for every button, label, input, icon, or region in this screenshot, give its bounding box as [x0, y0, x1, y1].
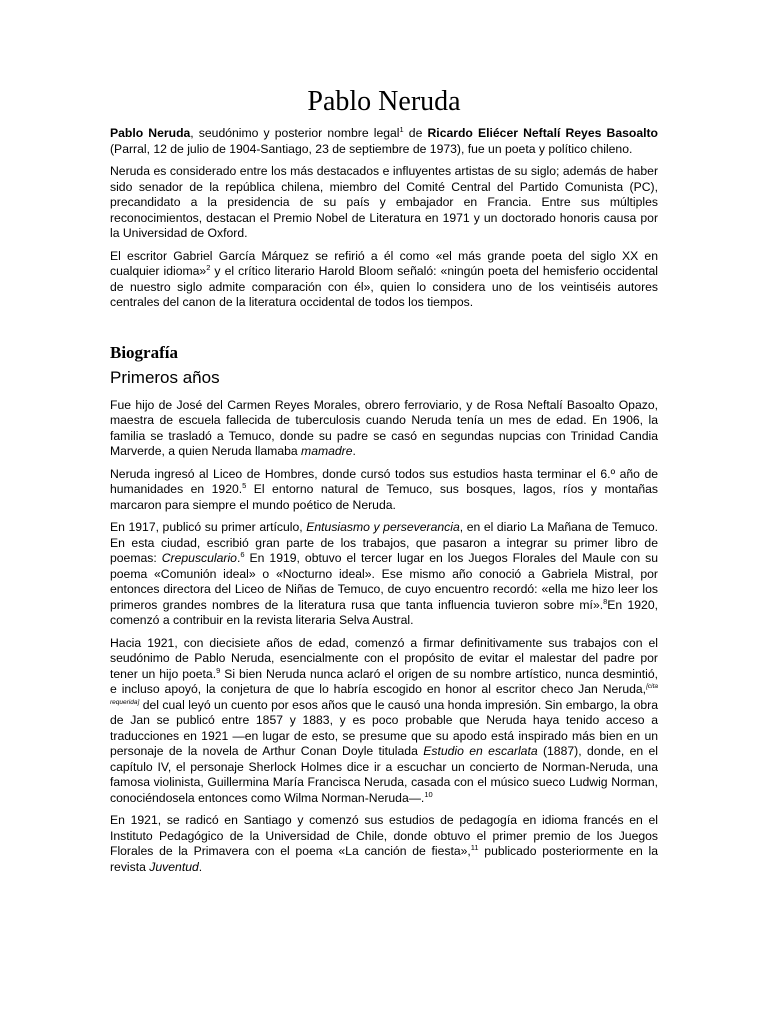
document-page — [110, 86, 658, 882]
footnote-ref[interactable]: 5 — [242, 481, 247, 490]
text-run: Si bien Neruda nunca aclaró el origen de su nombre artístico, nunca desmintió, e incluso apoyó, la conjetura de que lo habría escogido en honor al escritor checo Jan Neruda, — [110, 666, 658, 696]
bold-fullname: Ricardo Eliécer Neftalí Reyes Basoalto — [427, 126, 658, 140]
italic-text: Crepusculario — [161, 551, 237, 565]
text-run: publicado posteriormente en la revista — [110, 844, 658, 874]
text-run: En 1919, obtuvo el tercer lugar en los Juegos Florales del Maule con su poema «Comunión ideal» o «Nocturno ideal». Ese mismo año conoció a Gabriela Mistral, por entonces directora del Liceo de Niñas de Temuco, de cuyo encuentro recordó: «ella me hizo leer los primeros grandes nombres de la literatura rusa que tanta influencia tuvieron sobre mí». — [110, 551, 658, 612]
footnote-ref[interactable]: 9 — [216, 665, 221, 675]
italic-text: Juventud — [149, 859, 199, 874]
text-run: El escritor Gabriel García Márquez se refirió a él como «el más grande poeta del siglo XX en cualquier idioma» — [110, 248, 658, 278]
italic-text: Entusiasmo y perseverancia — [306, 520, 460, 534]
bio-paragraph-1 — [110, 398, 658, 460]
subsection-heading: Primeros años — [110, 367, 220, 387]
text-run: Hacia 1921, con diecisiete años de edad, comenzó a firmar definitivamente sus trabajos con el seudónimo de Pablo Neruda, esencialmente con el propósito de evitar el malestar del padre por tener un hijo poeta. — [110, 635, 658, 681]
footnote-ref[interactable]: 6 — [240, 550, 245, 559]
intro-paragraph-3 — [110, 249, 658, 311]
text-run: (1887), donde, en el capítulo IV, el personaje Sherlock Holmes dice ir a escuchar un concierto de Norman-Neruda, una famosa violinista, Guillermina María Francisca Neruda, casada con el músico sueco Ludwig Norman, conociéndosela entonces como Wilma Norman-Neruda—. — [110, 744, 659, 805]
text-run: En 1920, comenzó a contribuir en la revista literaria Selva Austral. — [110, 597, 658, 627]
text-run: , seudónimo y posterior nombre legal — [190, 126, 400, 140]
text-run: del cual leyó un cuento por esos años que le causó una honda impresión. Sin embargo, la obra de Jan se publicó entre 1857 y 1883, y es poco probable que Neruda haya tenido acceso a traducciones en 1921 —en lugar de esto, se presume que su apodo está inspirado más bien en un personaje de la novela de Arthur Conan Doyle titulada — [110, 697, 658, 758]
text-run: Fue hijo de José del Carmen Reyes Morales, obrero ferroviario, y de Rosa Neftalí Basoalto Opazo, maestra de escuela fallecida de tuberculosis cuando Neruda tenía un mes de edad. En 1906, la familia se trasladó a Temuco, donde su padre se casó en segundas nupcias con Trinidad Candia Marverde, a quien Neruda llamaba — [110, 397, 658, 458]
bio-paragraph-4 — [110, 636, 658, 807]
text-run: El entorno natural de Temuco, sus bosques, lagos, ríos y montañas marcaron para siempre el mundo poético de Neruda. — [110, 482, 658, 512]
text-run: . — [352, 444, 356, 458]
text-run: Neruda ingresó al Liceo de Hombres, donde cursó todos sus estudios hasta terminar el 6.º año de humanidades en 1920. — [110, 466, 658, 496]
text-run: . — [198, 859, 203, 874]
section-heading: Biografía — [110, 342, 178, 362]
bio-paragraph-3 — [110, 520, 658, 629]
citation-needed-link[interactable]: [cita requerida] — [110, 683, 658, 706]
footnote-ref[interactable]: 8 — [603, 596, 608, 606]
text-run: (Parral, 12 de julio de 1904-Santiago, 23 de septiembre de 1973), fue un poeta y político chileno. — [110, 141, 633, 156]
text-run: En 1921, se radicó en Santiago y comenzó sus estudios de pedagogía en idioma francés en el Instituto Pedagógico de la Universidad de Chile, donde obtuvo el primer premio de los Juegos Florales de la Primavera con el poema «La canción de fiesta», — [110, 813, 658, 858]
italic-text: mamadre — [301, 444, 353, 458]
bold-name: Pablo Neruda — [110, 126, 191, 140]
bio-paragraph-5 — [110, 813, 658, 875]
text-run: de — [403, 126, 428, 140]
bio-paragraph-2 — [110, 467, 658, 514]
text-run: y el crítico literario Harold Bloom señaló: «ningún poeta del hemisferio occidental de nuestro siglo admite comparación con él», quien lo considera uno de los veintiséis autores centrales del canon de la literatura occidental de todos los tiempos. — [110, 264, 658, 309]
footnote-ref[interactable]: 11 — [470, 843, 479, 852]
text-run: , en el diario La Mañana de Temuco. En esta ciudad, escribió gran parte de los trabajos, que pasaron a integrar su primer libro de poemas: — [110, 520, 659, 565]
intro-paragraph-1 — [110, 126, 658, 157]
italic-text: Estudio en escarlata — [423, 744, 538, 758]
footnote-ref[interactable]: 10 — [424, 789, 433, 799]
footnote-ref[interactable]: 1 — [399, 125, 404, 134]
text-run: . — [236, 551, 241, 565]
page-title: Pablo Neruda — [307, 86, 461, 117]
text-run: En 1917, publicó su primer artículo, — [110, 520, 307, 534]
intro-paragraph-2: Neruda es considerado entre los más destacados e influyentes artistas de su siglo; además de haber sido senador de la república chilena, miembro del Comité Central del Partido Comunista (PC), precandidato a la presidencia de su país y embajador en Francia. Entre sus múltiples reconocimientos, destacan el Premio Nobel de Literatura en 1971 y un doctorado honoris causa por la Universidad de Oxford. — [110, 164, 658, 240]
footnote-ref[interactable]: 2 — [206, 263, 211, 272]
